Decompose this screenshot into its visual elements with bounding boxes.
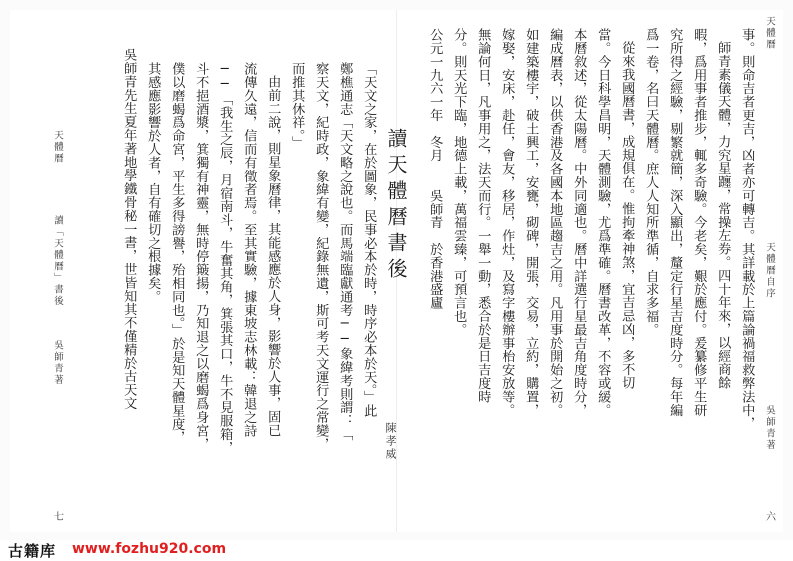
right-line-4: 究所得之經驗，剔繁就簡，深入顯出，釐定行星吉度時分。每年編 (667, 28, 683, 417)
right-line-5: 爲一卷，名曰天體曆。庶人人知所準循，自求多福。 (643, 28, 659, 337)
left-line-4: 而推其休祥。」 (289, 62, 305, 150)
left-line-1: 「天文之家，在於圖象，民事必本於時，時序必本於天。」此 (361, 62, 377, 418)
essay-author: 陳孝威 (384, 422, 397, 461)
left-line-3: 察天文，紀時政，象緯有變，紀錄無遺，斯可考天文運行之常變， (313, 62, 329, 451)
left-line-5: 由前二說，則星象曆律，其能感應於人身，影響於人事，固已 (265, 75, 281, 437)
right-author-head: 吳師青著 (764, 405, 775, 451)
right-line-3: 暇，爲用事者推步，輒多奇驗。今老矣，艱於應付。爰纂修平生研 (691, 28, 707, 417)
left-line-11: 吳師青先生夏年著地學鐵骨秘一書，世皆知其不僅精於古天文 (121, 48, 137, 410)
right-page-number: 六 (766, 512, 776, 523)
watermark-url: www.fozhu920.com (72, 541, 227, 557)
right-line-13: 分。則天光下臨，地德上載，萬福雲臻，可預言也。 (451, 28, 467, 337)
left-line-9: 僕以磨蝎爲命宮，平生多得謗譽，殆相同也。」於是知天體星度， (169, 62, 185, 444)
left-line-2: 鄭樵通志「天文略之說也。而馬端臨獻通考──象緯考則謂：「 (337, 62, 353, 441)
essay-title: 讀天體曆書後 (384, 128, 408, 284)
left-line-6: 流傳久遠，信而有徵者焉。至其實驗，據東坡志林載：韓退之詩 (241, 62, 257, 438)
left-author-foot: 吳師青著 (52, 340, 63, 386)
right-line-6: 從來我國曆書，成規俱在。惟拘牽神煞，宜吉忌凶，多不切 (619, 41, 635, 390)
right-line-7: 當。今日科學昌明，天體測驗，尤爲準確。曆書改革，不容或緩。 (595, 28, 611, 417)
right-line-9: 編成曆表，以供香港及各國本地區趨吉之用。凡用事於開始之初。 (547, 28, 563, 417)
left-line-10: 其感應影響於人者，自有確切之根據矣。 (145, 62, 161, 304)
right-center-tag: 天體曆自序 (764, 242, 775, 300)
right-line-1: 事。則命吉者更吉，凶者亦可轉吉。其詳載於上篇論禍福救弊法中， (739, 28, 755, 430)
right-signature-line: 公元一九六一年 冬月 吳師青 於香港盛廬 (427, 28, 443, 310)
left-line-8: 斗不挹酒漿，箕獨有神靈，無時停簸揚，乃知退之以磨蝎爲身宮， (193, 62, 209, 451)
left-center-tag: 讀「天體曆」書後 (52, 215, 63, 307)
right-line-12: 無論何日，凡事用之，法天而行。一舉一動，悉合於是日吉度時 (475, 28, 491, 404)
right-line-8: 本曆敘述，從太陽曆。中外同適也。曆中詳選行星最吉角度時分， (571, 28, 587, 417)
right-line-10: 如建築樓宇，破土興工，安甕，砌碑，開張，交易，立約，購置， (523, 28, 539, 417)
right-line-2: 師青素儀天體，力究星躔，常操左券。四十年來，以經商餘 (715, 41, 731, 390)
left-page-number: 七 (54, 512, 64, 523)
left-line-7: ──「我生之辰，月宿南斗，牛奮其角，箕張其口，牛不見服箱， (217, 62, 233, 455)
right-line-11: 嫁娶，安床，赴任，會友，移居，作灶，及寫字樓辦事枱安放等。 (499, 28, 515, 417)
watermark-site-name: 古籍库 (8, 542, 57, 560)
site-watermark (0, 540, 793, 561)
right-running-head: 天體曆 (764, 16, 775, 51)
book-spread (10, 10, 783, 532)
left-running-head: 天體曆 (52, 130, 63, 165)
